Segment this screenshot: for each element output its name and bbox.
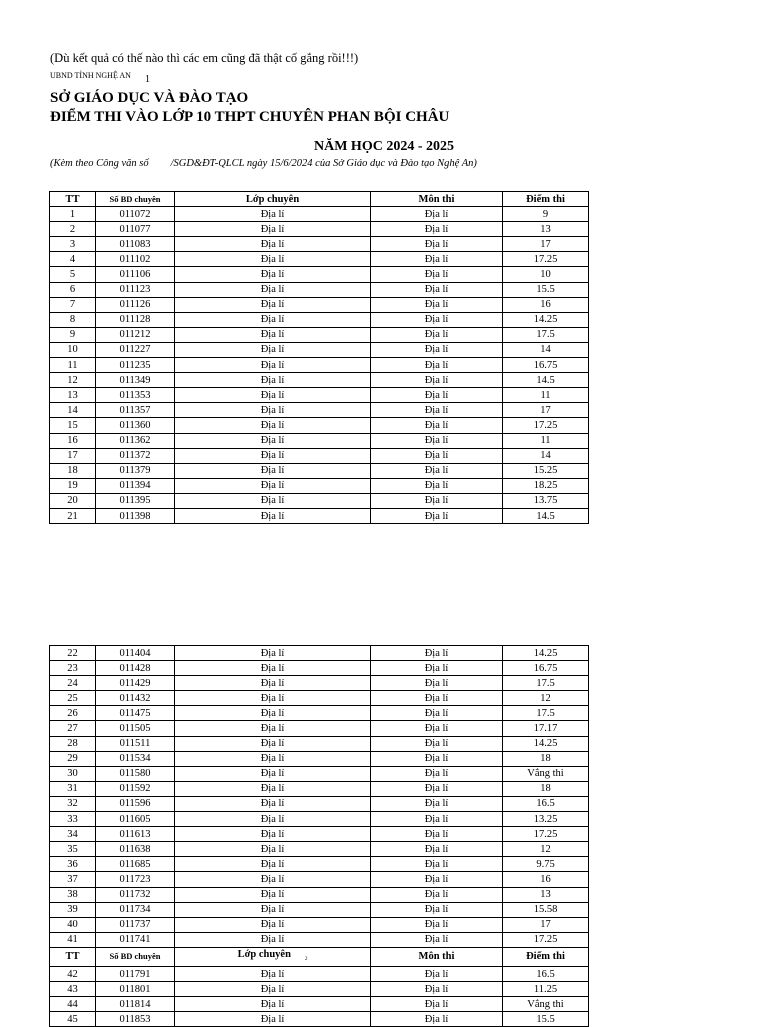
ubnd-label: UBND TỈNH NGHỆ AN bbox=[50, 71, 131, 80]
table-row bbox=[50, 297, 589, 312]
cell-tt: 38 bbox=[50, 887, 96, 902]
department-name: SỞ GIÁO DỤC VÀ ĐÀO TẠO bbox=[50, 90, 249, 106]
cell-tt: 18 bbox=[50, 463, 96, 478]
cell-mon: Địa lí bbox=[371, 917, 503, 932]
encouragement-note: (Dù kết quả có thế nào thì các em cũng đã thật cố gắng rồi!!!) bbox=[50, 51, 359, 65]
reference-note-b: /SGD&ĐT-QLCL ngày 15/6/2024 của Sở Giáo dục và Đào tạo Nghệ An) bbox=[170, 158, 477, 169]
cell-tt: 9 bbox=[50, 327, 96, 342]
cell-lop: Địa lí bbox=[175, 267, 371, 282]
table-row bbox=[50, 751, 589, 766]
cell-lop: Địa lí bbox=[175, 812, 371, 827]
cell-mon: Địa lí bbox=[371, 706, 503, 721]
table-row bbox=[50, 252, 589, 267]
cell-tt: 12 bbox=[50, 373, 96, 388]
cell-tt: 37 bbox=[50, 872, 96, 887]
cell-mon: Địa lí bbox=[371, 997, 503, 1012]
cell-lop: Địa lí bbox=[175, 448, 371, 463]
cell-sbd: 011732 bbox=[96, 887, 175, 902]
cell-lop: Địa lí bbox=[175, 736, 371, 751]
cell-sbd: 011592 bbox=[96, 781, 175, 796]
reference-note bbox=[50, 158, 477, 169]
cell-diem: 17 bbox=[503, 237, 589, 252]
cell-mon: Địa lí bbox=[371, 237, 503, 252]
cell-sbd: 011605 bbox=[96, 812, 175, 827]
cell-diem: 16 bbox=[503, 872, 589, 887]
cell-tt: 45 bbox=[50, 1012, 96, 1027]
cell-mon: Địa lí bbox=[371, 493, 503, 508]
cell-diem: 17.5 bbox=[503, 706, 589, 721]
table-row bbox=[50, 917, 589, 932]
cell-sbd: 011072 bbox=[96, 207, 175, 222]
cell-diem: 18 bbox=[503, 751, 589, 766]
cell-mon: Địa lí bbox=[371, 781, 503, 796]
table-row bbox=[50, 857, 589, 872]
cell-lop: Địa lí bbox=[175, 508, 371, 523]
cell-mon: Địa lí bbox=[371, 403, 503, 418]
cell-lop: Địa lí bbox=[175, 342, 371, 357]
cell-sbd: 011123 bbox=[96, 282, 175, 297]
cell-mon: Địa lí bbox=[371, 827, 503, 842]
cell-lop: Địa lí bbox=[175, 857, 371, 872]
cell-tt: 3 bbox=[50, 237, 96, 252]
cell-lop: Địa lí bbox=[175, 917, 371, 932]
cell-lop: Địa lí bbox=[175, 827, 371, 842]
cell-mon: Địa lí bbox=[371, 267, 503, 282]
cell-lop: Địa lí bbox=[175, 388, 371, 403]
cell-lop: Địa lí bbox=[175, 676, 371, 691]
cell-lop: Địa lí bbox=[175, 418, 371, 433]
table-row bbox=[50, 222, 589, 237]
cell-diem: 16.5 bbox=[503, 796, 589, 811]
cell-lop: Địa lí bbox=[175, 646, 371, 661]
cell-lop: Địa lí bbox=[175, 433, 371, 448]
cell-diem: 17.5 bbox=[503, 327, 589, 342]
cell-sbd: 011353 bbox=[96, 388, 175, 403]
cell-sbd: 011580 bbox=[96, 766, 175, 781]
cell-tt: 26 bbox=[50, 706, 96, 721]
cell-tt: 20 bbox=[50, 493, 96, 508]
cell-sbd: 011741 bbox=[96, 932, 175, 947]
table-row bbox=[50, 812, 589, 827]
cell-diem: 15.5 bbox=[503, 1012, 589, 1027]
cell-sbd: 011432 bbox=[96, 691, 175, 706]
cell-diem: 13 bbox=[503, 887, 589, 902]
cell-diem: 16 bbox=[503, 297, 589, 312]
table-row bbox=[50, 388, 589, 403]
cell-mon: Địa lí bbox=[371, 751, 503, 766]
cell-diem: 15.58 bbox=[503, 902, 589, 917]
table-row bbox=[50, 327, 589, 342]
table-row bbox=[50, 736, 589, 751]
cell-mon: Địa lí bbox=[371, 982, 503, 997]
col-tt: TT bbox=[50, 947, 96, 966]
cell-sbd: 011723 bbox=[96, 872, 175, 887]
cell-tt: 39 bbox=[50, 902, 96, 917]
cell-lop: Địa lí bbox=[175, 493, 371, 508]
col-sbd: Số BD chuyên bbox=[96, 947, 175, 966]
cell-mon: Địa lí bbox=[371, 872, 503, 887]
cell-diem: 18 bbox=[503, 781, 589, 796]
cell-diem: 18.25 bbox=[503, 478, 589, 493]
results-table-page-2 bbox=[49, 645, 589, 1027]
cell-diem: 13 bbox=[503, 222, 589, 237]
cell-mon: Địa lí bbox=[371, 842, 503, 857]
table-row bbox=[50, 997, 589, 1012]
col-mon: Môn thi bbox=[371, 947, 503, 966]
cell-mon: Địa lí bbox=[371, 388, 503, 403]
cell-mon: Địa lí bbox=[371, 661, 503, 676]
cell-mon: Địa lí bbox=[371, 857, 503, 872]
cell-lop: Địa lí bbox=[175, 781, 371, 796]
cell-tt: 4 bbox=[50, 252, 96, 267]
cell-sbd: 011737 bbox=[96, 917, 175, 932]
cell-tt: 42 bbox=[50, 966, 96, 981]
cell-diem: 10 bbox=[503, 267, 589, 282]
table-row bbox=[50, 207, 589, 222]
col-lop: Lớp chuyên bbox=[175, 192, 371, 207]
col-diem: Điểm thi bbox=[503, 192, 589, 207]
cell-lop: Địa lí bbox=[175, 358, 371, 373]
cell-sbd: 011534 bbox=[96, 751, 175, 766]
cell-tt: 22 bbox=[50, 646, 96, 661]
cell-diem: Vắng thi bbox=[503, 766, 589, 781]
col-lop-label: Lớp chuyên bbox=[237, 948, 291, 960]
cell-diem: 17.25 bbox=[503, 418, 589, 433]
table-header-row bbox=[50, 192, 589, 207]
cell-sbd: 011613 bbox=[96, 827, 175, 842]
cell-lop: Địa lí bbox=[175, 403, 371, 418]
cell-mon: Địa lí bbox=[371, 207, 503, 222]
cell-mon: Địa lí bbox=[371, 463, 503, 478]
school-year: NĂM HỌC 2024 - 2025 bbox=[314, 139, 454, 154]
table-row bbox=[50, 691, 589, 706]
cell-mon: Địa lí bbox=[371, 736, 503, 751]
cell-mon: Địa lí bbox=[371, 796, 503, 811]
cell-diem: 11 bbox=[503, 433, 589, 448]
table-row bbox=[50, 493, 589, 508]
cell-sbd: 011814 bbox=[96, 997, 175, 1012]
cell-mon: Địa lí bbox=[371, 766, 503, 781]
cell-mon: Địa lí bbox=[371, 646, 503, 661]
cell-mon: Địa lí bbox=[371, 418, 503, 433]
cell-tt: 33 bbox=[50, 812, 96, 827]
table-row bbox=[50, 267, 589, 282]
cell-diem: 16.75 bbox=[503, 358, 589, 373]
cell-lop: Địa lí bbox=[175, 661, 371, 676]
cell-sbd: 011360 bbox=[96, 418, 175, 433]
cell-lop: Địa lí bbox=[175, 222, 371, 237]
cell-tt: 32 bbox=[50, 796, 96, 811]
cell-mon: Địa lí bbox=[371, 222, 503, 237]
cell-diem: 11.25 bbox=[503, 982, 589, 997]
table-row bbox=[50, 872, 589, 887]
cell-mon: Địa lí bbox=[371, 433, 503, 448]
cell-lop: Địa lí bbox=[175, 706, 371, 721]
table-row bbox=[50, 706, 589, 721]
table-row bbox=[50, 448, 589, 463]
cell-sbd: 011395 bbox=[96, 493, 175, 508]
cell-tt: 25 bbox=[50, 691, 96, 706]
cell-tt: 6 bbox=[50, 282, 96, 297]
cell-tt: 13 bbox=[50, 388, 96, 403]
cell-mon: Địa lí bbox=[371, 902, 503, 917]
cell-mon: Địa lí bbox=[371, 721, 503, 736]
cell-diem: 12 bbox=[503, 691, 589, 706]
cell-tt: 36 bbox=[50, 857, 96, 872]
cell-sbd: 011379 bbox=[96, 463, 175, 478]
cell-lop: Địa lí bbox=[175, 373, 371, 388]
cell-mon: Địa lí bbox=[371, 358, 503, 373]
cell-tt: 28 bbox=[50, 736, 96, 751]
cell-sbd: 011596 bbox=[96, 796, 175, 811]
cell-tt: 21 bbox=[50, 508, 96, 523]
page-title: ĐIỂM THI VÀO LỚP 10 THPT CHUYÊN PHAN BỘI CHÂU bbox=[50, 109, 450, 125]
results-table-page-1 bbox=[49, 191, 589, 524]
table-row bbox=[50, 982, 589, 997]
cell-tt: 1 bbox=[50, 207, 96, 222]
cell-diem: 15.25 bbox=[503, 463, 589, 478]
cell-tt: 29 bbox=[50, 751, 96, 766]
cell-sbd: 011428 bbox=[96, 661, 175, 676]
cell-sbd: 011212 bbox=[96, 327, 175, 342]
table-row bbox=[50, 282, 589, 297]
cell-tt: 31 bbox=[50, 781, 96, 796]
table-row bbox=[50, 418, 589, 433]
col-tt: TT bbox=[50, 192, 96, 207]
cell-lop: Địa lí bbox=[175, 297, 371, 312]
table-row bbox=[50, 887, 589, 902]
cell-sbd: 011475 bbox=[96, 706, 175, 721]
cell-tt: 30 bbox=[50, 766, 96, 781]
cell-sbd: 011511 bbox=[96, 736, 175, 751]
cell-tt: 2 bbox=[50, 222, 96, 237]
cell-sbd: 011349 bbox=[96, 373, 175, 388]
cell-tt: 35 bbox=[50, 842, 96, 857]
cell-mon: Địa lí bbox=[371, 691, 503, 706]
cell-sbd: 011106 bbox=[96, 267, 175, 282]
cell-diem: 17.17 bbox=[503, 721, 589, 736]
cell-sbd: 011791 bbox=[96, 966, 175, 981]
cell-lop: Địa lí bbox=[175, 252, 371, 267]
table-row bbox=[50, 433, 589, 448]
cell-lop: Địa lí bbox=[175, 982, 371, 997]
cell-diem: 16.5 bbox=[503, 966, 589, 981]
table-row bbox=[50, 342, 589, 357]
cell-diem: 14 bbox=[503, 342, 589, 357]
table-row bbox=[50, 478, 589, 493]
cell-sbd: 011083 bbox=[96, 237, 175, 252]
cell-lop: Địa lí bbox=[175, 478, 371, 493]
cell-sbd: 011801 bbox=[96, 982, 175, 997]
cell-tt: 24 bbox=[50, 676, 96, 691]
cell-tt: 14 bbox=[50, 403, 96, 418]
cell-mon: Địa lí bbox=[371, 1012, 503, 1027]
cell-mon: Địa lí bbox=[371, 932, 503, 947]
cell-diem: 14.5 bbox=[503, 508, 589, 523]
cell-lop: Địa lí bbox=[175, 887, 371, 902]
table-row bbox=[50, 403, 589, 418]
cell-diem: 17.25 bbox=[503, 827, 589, 842]
table-row bbox=[50, 676, 589, 691]
cell-tt: 43 bbox=[50, 982, 96, 997]
table-row bbox=[50, 508, 589, 523]
reference-note-a: (Kèm theo Công văn số bbox=[50, 158, 149, 169]
cell-mon: Địa lí bbox=[371, 966, 503, 981]
cell-diem: 16.75 bbox=[503, 661, 589, 676]
cell-tt: 41 bbox=[50, 932, 96, 947]
cell-lop: Địa lí bbox=[175, 312, 371, 327]
col-sbd: Số BD chuyên bbox=[96, 192, 175, 207]
table-row bbox=[50, 796, 589, 811]
cell-lop: Địa lí bbox=[175, 766, 371, 781]
cell-lop: Địa lí bbox=[175, 721, 371, 736]
table-row bbox=[50, 721, 589, 736]
cell-sbd: 011372 bbox=[96, 448, 175, 463]
table-row bbox=[50, 966, 589, 981]
cell-tt: 5 bbox=[50, 267, 96, 282]
cell-sbd: 011362 bbox=[96, 433, 175, 448]
cell-diem: 15.5 bbox=[503, 282, 589, 297]
cell-lop: Địa lí bbox=[175, 932, 371, 947]
cell-tt: 17 bbox=[50, 448, 96, 463]
cell-sbd: 011126 bbox=[96, 297, 175, 312]
table-row bbox=[50, 781, 589, 796]
cell-tt: 7 bbox=[50, 297, 96, 312]
cell-diem: 14.25 bbox=[503, 312, 589, 327]
table-row bbox=[50, 1012, 589, 1027]
cell-sbd: 011638 bbox=[96, 842, 175, 857]
col-diem: Điểm thi bbox=[503, 947, 589, 966]
cell-mon: Địa lí bbox=[371, 478, 503, 493]
cell-tt: 40 bbox=[50, 917, 96, 932]
cell-sbd: 011404 bbox=[96, 646, 175, 661]
cell-diem: 12 bbox=[503, 842, 589, 857]
cell-diem: 14.5 bbox=[503, 373, 589, 388]
table-row bbox=[50, 766, 589, 781]
table-row bbox=[50, 827, 589, 842]
cell-diem: 17 bbox=[503, 403, 589, 418]
cell-mon: Địa lí bbox=[371, 373, 503, 388]
page-number-2: 2 bbox=[304, 956, 308, 962]
cell-mon: Địa lí bbox=[371, 448, 503, 463]
cell-mon: Địa lí bbox=[371, 342, 503, 357]
cell-lop: Địa lí bbox=[175, 872, 371, 887]
cell-diem: 17.5 bbox=[503, 676, 589, 691]
table-row bbox=[50, 661, 589, 676]
cell-diem: 9 bbox=[503, 207, 589, 222]
cell-diem: 14.25 bbox=[503, 736, 589, 751]
table-row bbox=[50, 312, 589, 327]
cell-sbd: 011357 bbox=[96, 403, 175, 418]
cell-sbd: 011505 bbox=[96, 721, 175, 736]
cell-lop: Địa lí bbox=[175, 997, 371, 1012]
cell-tt: 44 bbox=[50, 997, 96, 1012]
cell-diem: 14.25 bbox=[503, 646, 589, 661]
cell-diem: 11 bbox=[503, 388, 589, 403]
cell-mon: Địa lí bbox=[371, 252, 503, 267]
cell-tt: 11 bbox=[50, 358, 96, 373]
cell-diem: 14 bbox=[503, 448, 589, 463]
cell-sbd: 011102 bbox=[96, 252, 175, 267]
cell-lop: Địa lí bbox=[175, 1012, 371, 1027]
cell-lop: Địa lí bbox=[175, 751, 371, 766]
cell-mon: Địa lí bbox=[371, 297, 503, 312]
cell-mon: Địa lí bbox=[371, 327, 503, 342]
cell-mon: Địa lí bbox=[371, 508, 503, 523]
cell-tt: 8 bbox=[50, 312, 96, 327]
table-row bbox=[50, 237, 589, 252]
cell-sbd: 011077 bbox=[96, 222, 175, 237]
table-row bbox=[50, 463, 589, 478]
cell-sbd: 011734 bbox=[96, 902, 175, 917]
cell-lop: Địa lí bbox=[175, 463, 371, 478]
cell-lop: Địa lí bbox=[175, 902, 371, 917]
table-row bbox=[50, 842, 589, 857]
cell-diem: 17.25 bbox=[503, 932, 589, 947]
cell-lop: Địa lí bbox=[175, 282, 371, 297]
cell-diem: 13.75 bbox=[503, 493, 589, 508]
cell-tt: 19 bbox=[50, 478, 96, 493]
cell-mon: Địa lí bbox=[371, 812, 503, 827]
cell-lop: Địa lí bbox=[175, 842, 371, 857]
cell-diem: 17 bbox=[503, 917, 589, 932]
table-row bbox=[50, 373, 589, 388]
table-row bbox=[50, 902, 589, 917]
page-number: 1 bbox=[145, 74, 150, 85]
cell-diem: 13.25 bbox=[503, 812, 589, 827]
cell-tt: 23 bbox=[50, 661, 96, 676]
table-row bbox=[50, 932, 589, 947]
cell-tt: 10 bbox=[50, 342, 96, 357]
table-row bbox=[50, 646, 589, 661]
cell-mon: Địa lí bbox=[371, 282, 503, 297]
cell-lop: Địa lí bbox=[175, 691, 371, 706]
cell-diem: 17.25 bbox=[503, 252, 589, 267]
cell-sbd: 011853 bbox=[96, 1012, 175, 1027]
col-lop bbox=[175, 947, 371, 966]
cell-diem: 9.75 bbox=[503, 857, 589, 872]
cell-mon: Địa lí bbox=[371, 887, 503, 902]
table-row bbox=[50, 358, 589, 373]
cell-tt: 34 bbox=[50, 827, 96, 842]
cell-diem: Vắng thi bbox=[503, 997, 589, 1012]
cell-sbd: 011227 bbox=[96, 342, 175, 357]
cell-tt: 15 bbox=[50, 418, 96, 433]
cell-lop: Địa lí bbox=[175, 796, 371, 811]
cell-lop: Địa lí bbox=[175, 966, 371, 981]
cell-sbd: 011398 bbox=[96, 508, 175, 523]
cell-lop: Địa lí bbox=[175, 207, 371, 222]
cell-sbd: 011128 bbox=[96, 312, 175, 327]
cell-sbd: 011685 bbox=[96, 857, 175, 872]
cell-lop: Địa lí bbox=[175, 237, 371, 252]
cell-lop: Địa lí bbox=[175, 327, 371, 342]
cell-tt: 16 bbox=[50, 433, 96, 448]
cell-tt: 27 bbox=[50, 721, 96, 736]
cell-mon: Địa lí bbox=[371, 676, 503, 691]
cell-sbd: 011235 bbox=[96, 358, 175, 373]
cell-sbd: 011394 bbox=[96, 478, 175, 493]
cell-sbd: 011429 bbox=[96, 676, 175, 691]
cell-mon: Địa lí bbox=[371, 312, 503, 327]
table-header-row-repeat bbox=[50, 947, 589, 966]
col-mon: Môn thi bbox=[371, 192, 503, 207]
